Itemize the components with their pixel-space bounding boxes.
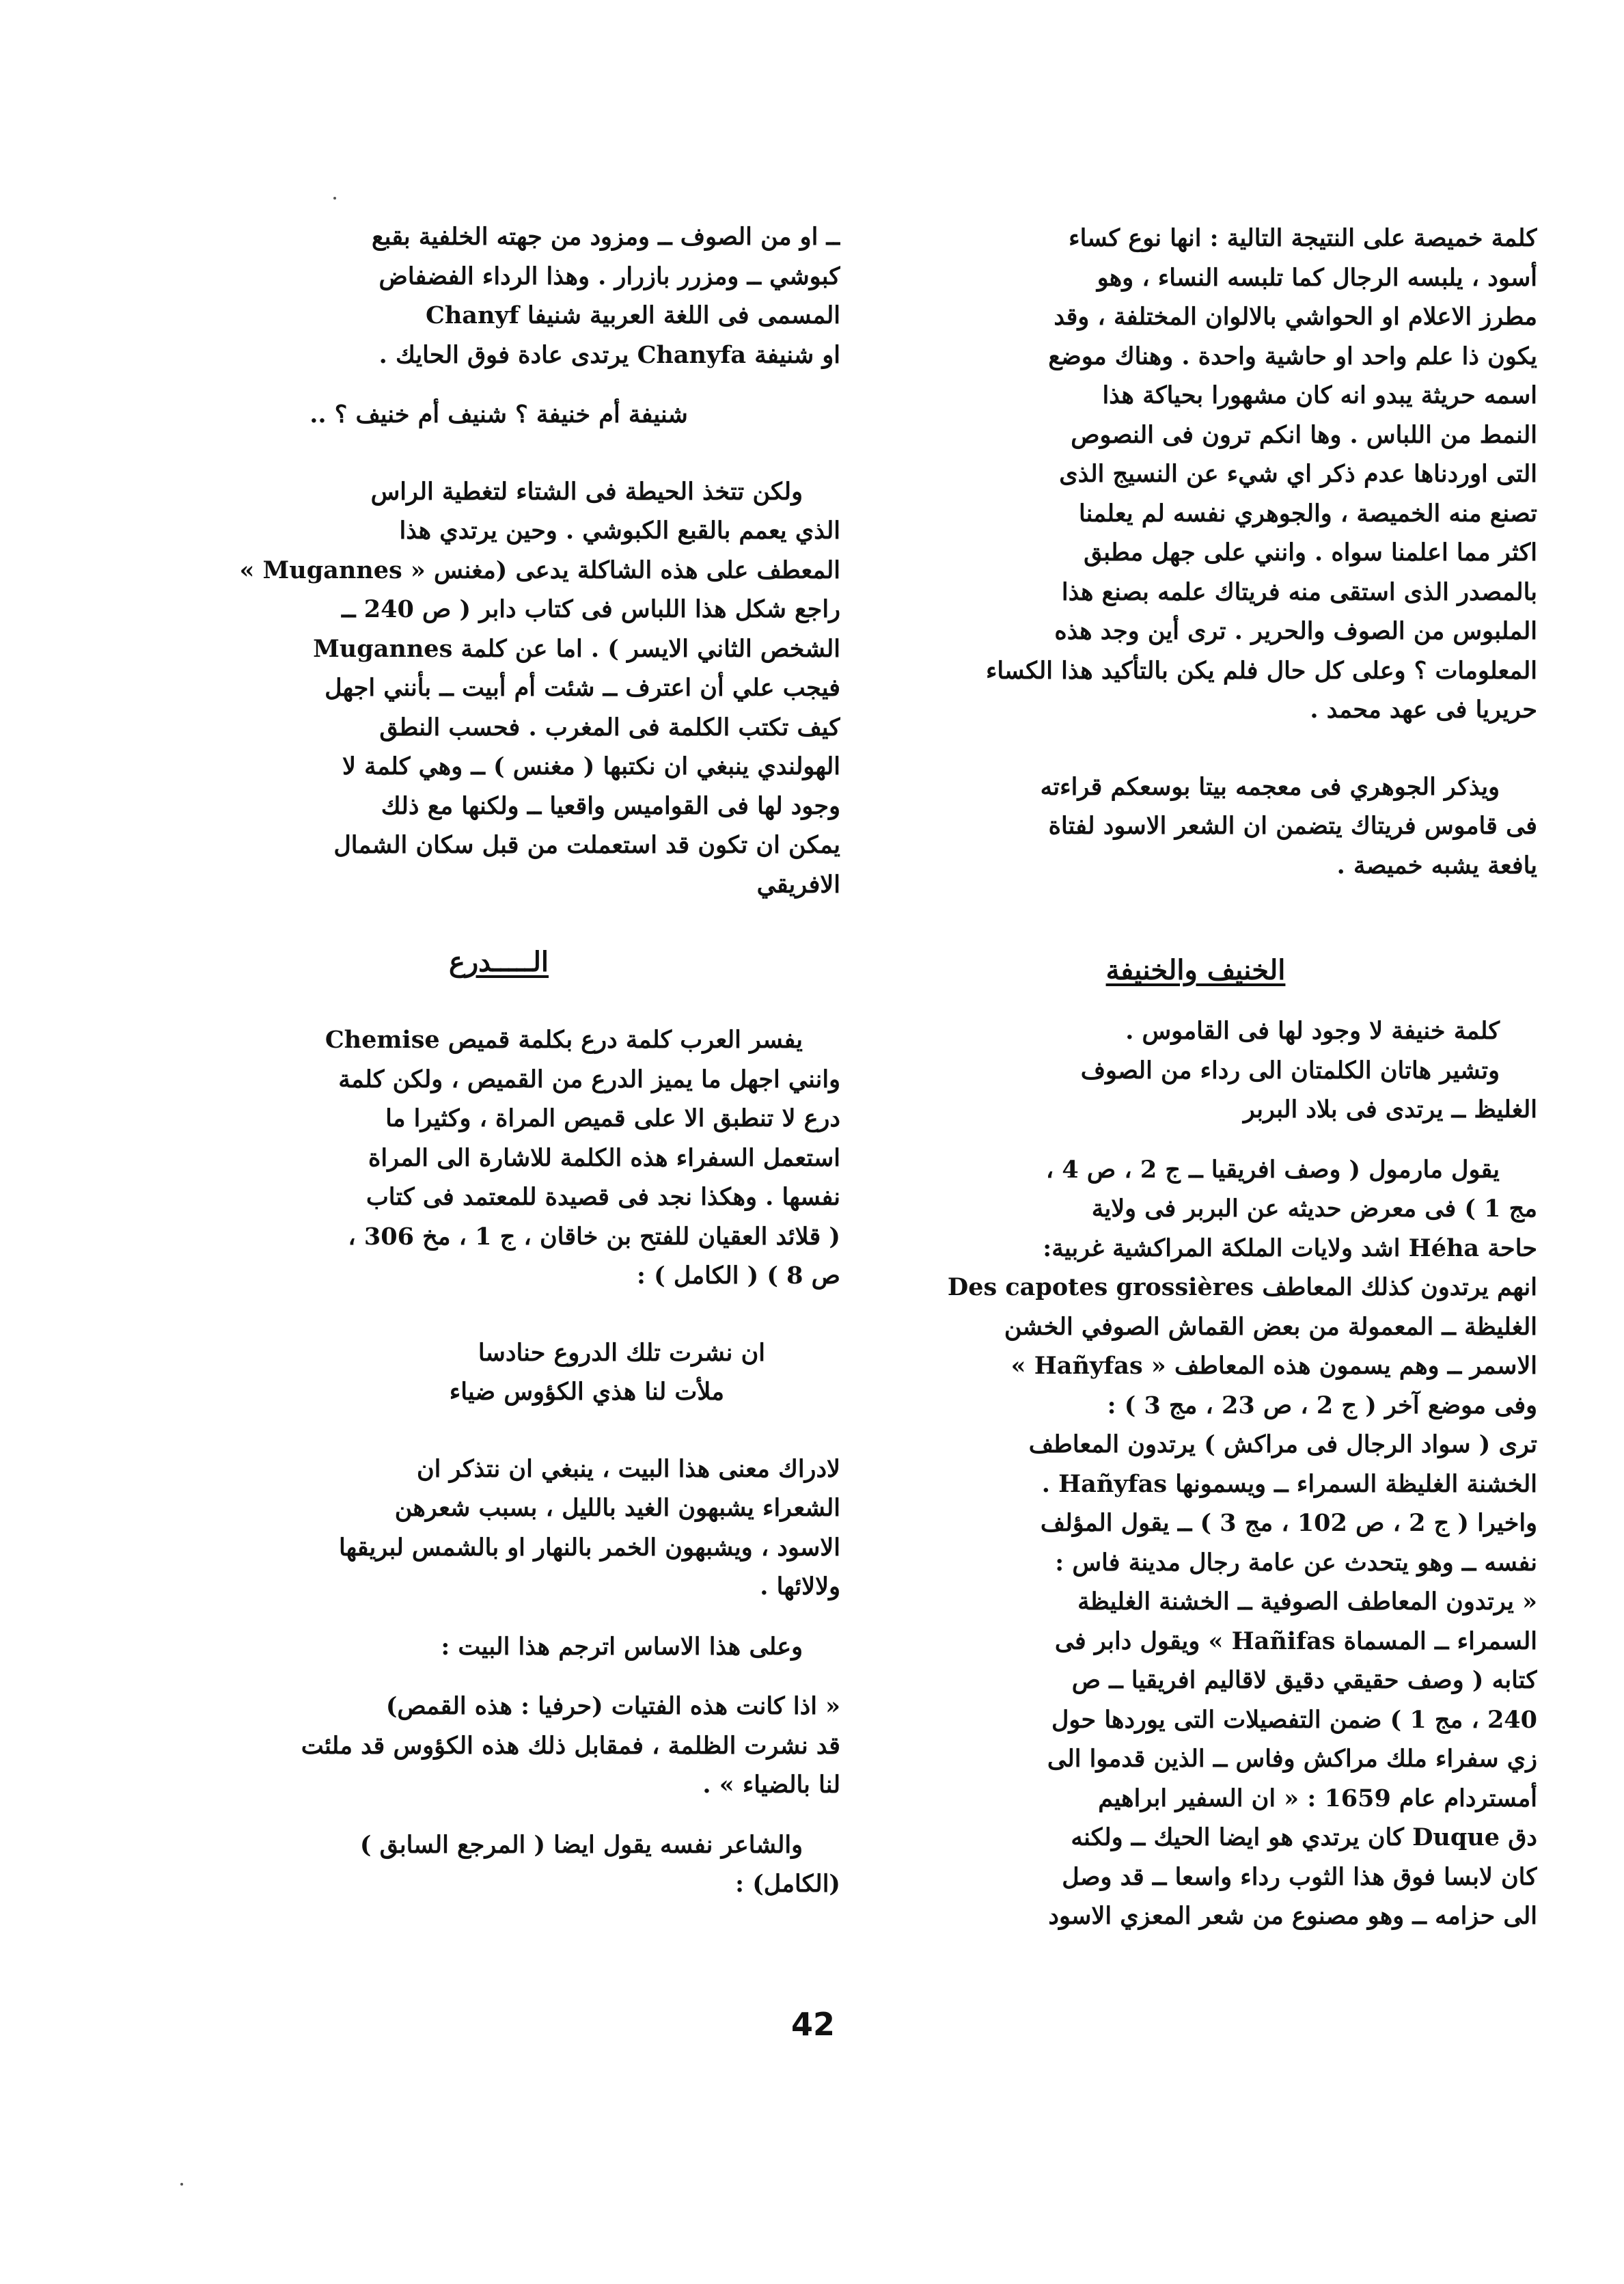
- text-line: كبوشي ــ ومزرر بازرار . وهذا الرداء الفضفاض: [379, 262, 840, 290]
- text-line: وتشير هاتان الكلمتان الى رداء من الصوف: [1080, 1056, 1500, 1085]
- text-line: حريريا فى عهد محمد .: [1310, 696, 1537, 724]
- text-line: يكون ذا علم واحد او حاشية واحدة . وهناك موضع: [1048, 342, 1537, 370]
- text-line: وجود لها فى القواميس واقعيا ــ ولكنها مع ذلك: [381, 791, 840, 820]
- text-line: يقول مارمول ( وصف افريقيا ــ ج 2 ، ص 4 ،: [1045, 1155, 1500, 1184]
- text-line: الشخص الثاني الايسر ) . اما عن كلمة Mugannes: [313, 634, 840, 663]
- text-line: استعمل السفراء هذه الكلمة للاشارة الى المراة: [368, 1143, 840, 1172]
- text-line: راجع شكل هذا اللباس فى كتاب دابر ( ص 240 ــ: [342, 595, 840, 623]
- text-line: ترى ( سواد الرجال فى مراكش ) يرتدون المعاطف: [1028, 1430, 1537, 1458]
- text-line: نفسه ــ وهو يتحدث عن عامة رجال مدينة فاس :: [1055, 1548, 1537, 1577]
- text-line: 240 ، مج 1 ) ضمن التفصيلات التى يوردها حول: [1051, 1705, 1537, 1734]
- paragraph: [157, 1627, 840, 1667]
- text-line: اسمه حريثة يبدو انه كان مشهورا بحياكة هذا: [1102, 381, 1537, 409]
- text-line: السمراء ــ المسماة Hañifas » ويقول دابر فى: [1054, 1627, 1537, 1655]
- left-column: [157, 217, 840, 1904]
- paragraph: [854, 219, 1537, 730]
- text-line: مج 1 ) فى معرض حديثه عن البربر فى ولاية: [1091, 1195, 1537, 1223]
- text-line: ولالائها .: [760, 1573, 840, 1601]
- section-subheading: شنيفة أم خنيفة ؟ شنيف أم خنيف ؟ ..: [309, 400, 688, 429]
- text-line: ويذكر الجوهري فى معجمه بيتا بوسعكم قراءته: [1040, 772, 1500, 801]
- paragraph: [854, 1011, 1537, 1130]
- text-line: كلمة خنيفة لا وجود لها فى القاموس .: [1125, 1017, 1500, 1045]
- paragraph: [854, 1150, 1537, 1936]
- paragraph: [157, 217, 840, 375]
- section-heading-khanif: الخنيف والخنيفة: [1105, 954, 1286, 986]
- text-line: قد نشرت الظلمة ، فمقابل ذلك هذه الكؤوس قد ملئت: [301, 1731, 840, 1760]
- text-line: أسود ، يلبسه الرجال كما تلبسه النساء ، وهو: [1097, 263, 1537, 292]
- text-line: لنا بالضياء » .: [702, 1771, 840, 1799]
- text-line: « اذا كانت هذه الفتيات (حرفيا : هذه القمص): [385, 1692, 840, 1720]
- text-line: التى اوردناها عدم ذكر اي شيء عن النسيج الذى: [1059, 460, 1537, 488]
- text-line: الخشنة الغليظة السمراء ــ ويسمونها Hañyfas .: [1041, 1469, 1537, 1498]
- text-line: ص 8 ) ( الكامل ) :: [636, 1262, 840, 1290]
- right-column: [854, 219, 1537, 1936]
- text-line: يمكن ان تكون قد استعملت من قبل سكان الشمال: [333, 831, 840, 859]
- text-line: والشاعر نفسه يقول ايضا ( المرجع السابق ): [359, 1830, 803, 1859]
- verse: [157, 1333, 840, 1412]
- verse-line: ملأت لنا هذي الكؤوس ضياء: [449, 1378, 724, 1406]
- text-line: كتابه ( وصف حقيقي دقيق لاقاليم افريقيا ــ ص: [1071, 1666, 1537, 1694]
- text-line: (الكامل) :: [735, 1870, 840, 1898]
- paragraph: [157, 1020, 840, 1296]
- text-line: اكثر مما اعلمنا سواه . وانني على جهل مطبق: [1084, 539, 1537, 567]
- text-line: درع لا تنطبق الا على قميص المراة ، وكثيرا ما: [385, 1104, 840, 1132]
- text-line: فى قاموس فريتاك يتضمن ان الشعر الاسود لفتاة: [1048, 812, 1537, 840]
- text-line: ولكن تتخذ الحيطة فى الشتاء لتغطية الراس: [370, 477, 803, 506]
- text-line: ــ او من الصوف ــ ومزود من جهته الخلفية بقبع: [372, 223, 840, 251]
- text-line: تصنع منه الخميصة ، والجوهري نفسه لم يعلمنا: [1078, 499, 1537, 528]
- paragraph: [157, 1825, 840, 1904]
- text-line: او شنيفة Chanyfa يرتدى عادة فوق الحايك .: [379, 340, 840, 369]
- text-line: ( قلائد العقيان للفتح بن خاقان ، ج 1 ، مخ 306 ،: [348, 1222, 840, 1251]
- scan-speck: [180, 2183, 183, 2186]
- scan-speck: [333, 197, 336, 200]
- text-line: حاحة Héha اشد ولايات الملكة المراكشية غربية:: [1043, 1234, 1537, 1262]
- text-line: لادراك معنى هذا البيت ، ينبغي ان نتذكر ان: [416, 1454, 840, 1483]
- text-line: وانني اجهل ما يميز الدرع من القميص ، ولكن كلمة: [338, 1065, 840, 1093]
- text-line: الهولندي ينبغي ان نكتبها ( مغنس ) ــ وهي كلمة لا: [342, 752, 840, 780]
- paragraph: [157, 472, 840, 905]
- text-line: الملبوس من الصوف والحرير . ترى أين وجد هذه: [1054, 617, 1537, 645]
- text-line: دق Duque كان يرتدي هو ايضا الحيك ــ ولكنه: [1071, 1823, 1537, 1851]
- text-line: الاسمر ــ وهم يسمون هذه المعاطف « Hañyfas »: [1010, 1352, 1537, 1380]
- text-line: الغليظ ــ يرتدى فى بلاد البربر: [1243, 1096, 1537, 1124]
- page-number: 42: [790, 2006, 835, 2043]
- text-line: واخيرا ( ج 2 ، ص 102 ، مج 3 ) ــ يقول المؤلف: [1040, 1509, 1537, 1537]
- paragraph: [157, 1687, 840, 1805]
- text-line: كان لابسا فوق هذا الثوب رداء واسعا ــ قد وصل: [1062, 1862, 1537, 1891]
- text-line: كيف تكتب الكلمة فى المغرب . فحسب النطق: [379, 713, 840, 742]
- text-line: يافعة يشبه خميصة .: [1336, 851, 1537, 880]
- text-line: الاسود ، ويشبهون الخمر بالنهار او بالشمس لبريقها: [338, 1533, 840, 1562]
- text-line: انهم يرتدون كذلك المعاطف Des capotes grossières: [947, 1273, 1537, 1301]
- text-line: النمط من اللباس . وها انكم ترون فى النصوص: [1071, 420, 1537, 449]
- section-heading-dir: الـــــدرع: [448, 946, 549, 978]
- paragraph: [157, 1450, 840, 1607]
- text-line: الى حزامه ــ وهو مصنوع من شعر المعزي الاسود: [1048, 1902, 1537, 1930]
- text-line: الافريقي: [756, 870, 840, 899]
- text-line: فيجب علي أن اعترف ــ شئت أم أبيت ــ بأنني اجهل: [325, 674, 840, 702]
- text-line: كلمة خميصة على النتيجة التالية : انها نوع كساء: [1069, 224, 1537, 252]
- text-line: الذي يعمم بالقبع الكبوشي . وحين يرتدي هذا: [399, 517, 840, 545]
- paragraph: [854, 767, 1537, 886]
- text-line: وعلى هذا الاساس اترجم هذا البيت :: [441, 1632, 803, 1661]
- text-line: المعلومات ؟ وعلى كل حال فلم يكن بالتأكيد هذا الكساء: [985, 656, 1537, 685]
- text-line: زي سفراء ملك مراكش وفاس ــ الذين قدموا الى: [1047, 1745, 1537, 1773]
- text-line: بالمصدر الذى استقى منه فريتاك علمه بصنع هذا: [1061, 577, 1537, 606]
- text-line: مطرز الاعلام او الحواشي بالالوان المختلفة ، وقد: [1054, 303, 1537, 331]
- text-line: « يرتدون المعاطف الصوفية ــ الخشنة الغليظة: [1077, 1588, 1537, 1616]
- text-line: أمستردام عام 1659 : « ان السفير ابراهيم: [1098, 1784, 1537, 1812]
- text-line: المسمى فى اللغة العربية شنيفا Chanyf: [425, 301, 840, 329]
- text-line: الغليظة ــ المعمولة من بعض القماش الصوفي الخشن: [1004, 1312, 1537, 1341]
- text-line: يفسر العرب كلمة درع بكلمة قميص Chemise: [325, 1026, 803, 1054]
- verse-line: ان نشرت تلك الدروع حنادسا: [478, 1338, 765, 1367]
- text-line: وفى موضع آخر ( ج 2 ، ص 23 ، مج 3 ) :: [1107, 1391, 1537, 1419]
- text-line: الشعراء يشبهون الغيد بالليل ، بسبب شعرهن: [394, 1494, 840, 1522]
- text-line: نفسها . وهكذا نجد فى قصيدة للمعتمد فى كتاب: [366, 1183, 840, 1211]
- text-line: المعطف على هذه الشاكلة يدعى (مغنس « Mugannes »: [239, 556, 840, 584]
